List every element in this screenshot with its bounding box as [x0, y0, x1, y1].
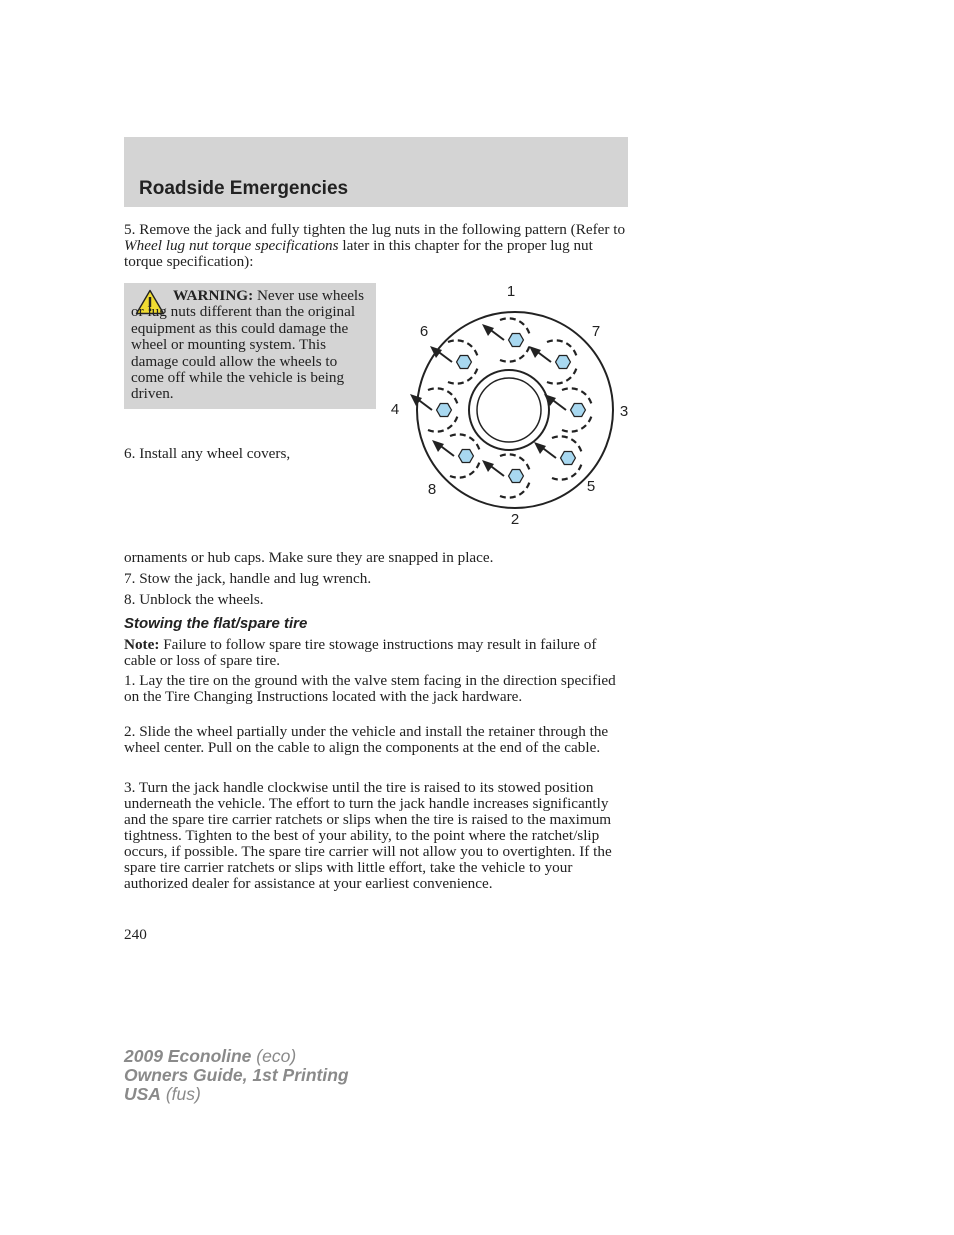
diagram-label-3: 3	[619, 403, 629, 420]
note-label: Note:	[124, 636, 160, 653]
step-6-end: ornaments or hub caps. Make sure they are snapped in place.	[124, 549, 494, 566]
warning-box	[124, 283, 376, 409]
note-paragraph: Note: Failure to follow spare tire stowage instructions may result in failure of cable or loss of spare tire.	[124, 636, 597, 669]
diagram-label-7: 7	[591, 323, 601, 340]
section-title: Roadside Emergencies	[139, 178, 349, 199]
stow-step-2: 2. Slide the wheel partially under the vehicle and install the retainer through the wheel center. Pull on the cable to align the components at the end of the cable.	[124, 723, 609, 756]
lug-nut-pattern-diagram	[380, 278, 640, 533]
step-6-start: 6. Install any wheel covers,	[124, 445, 291, 462]
diagram-label-6: 6	[419, 323, 429, 340]
page-number: 240	[124, 926, 147, 943]
diagram-label-4: 4	[390, 401, 400, 418]
stow-step-3: 3. Turn the jack handle clockwise until the tire is raised to its stowed position underneath the vehicle. The effort to turn the jack handle increases significantly and the spare tire carrier ratchets or slips when the tire is raised to the maximum tightness. Tighten to the best of your ability, to the point where the ratchet/slip occurs, if possible. The spare tire carrier will not allow you to overtighten. If the spare tire carrier ratchets or slips with little effort, take the vehicle to your authorized dealer for assistance at your earliest convenience.	[124, 779, 612, 892]
stow-step-1: 1. Lay the tire on the ground with the valve stem facing in the direction specified on the Tire Changing Instructions located with the jack hardware.	[124, 672, 616, 705]
step-7: 7. Stow the jack, handle and lug wrench.	[124, 570, 372, 587]
document-footer: 2009 Econoline (eco) Owners Guide, 1st Printing USA (fus)	[124, 1046, 349, 1104]
diagram-label-1: 1	[506, 283, 516, 300]
diagram-label-2: 2	[510, 511, 520, 528]
warning-text: WARNING: Never use wheels or lug nuts different than the original equipment as this could damage the wheel or mounting system. This damage could allow the wheels to come off while the vehicle is being driven.	[131, 287, 365, 403]
diagram-label-5: 5	[586, 478, 596, 495]
subheading-stowing: Stowing the flat/spare tire	[124, 615, 308, 632]
step-8: 8. Unblock the wheels.	[124, 591, 264, 608]
diagram-label-8: 8	[427, 481, 437, 498]
step-5-text: 5. Remove the jack and fully tighten the lug nuts in the following pattern (Refer to Wheel lug nut torque specifications later in this chapter for the proper lug nut torque specification):	[124, 221, 626, 270]
warning-label: WARNING:	[173, 287, 254, 304]
torque-spec-reference: Wheel lug nut torque specifications	[124, 237, 339, 254]
